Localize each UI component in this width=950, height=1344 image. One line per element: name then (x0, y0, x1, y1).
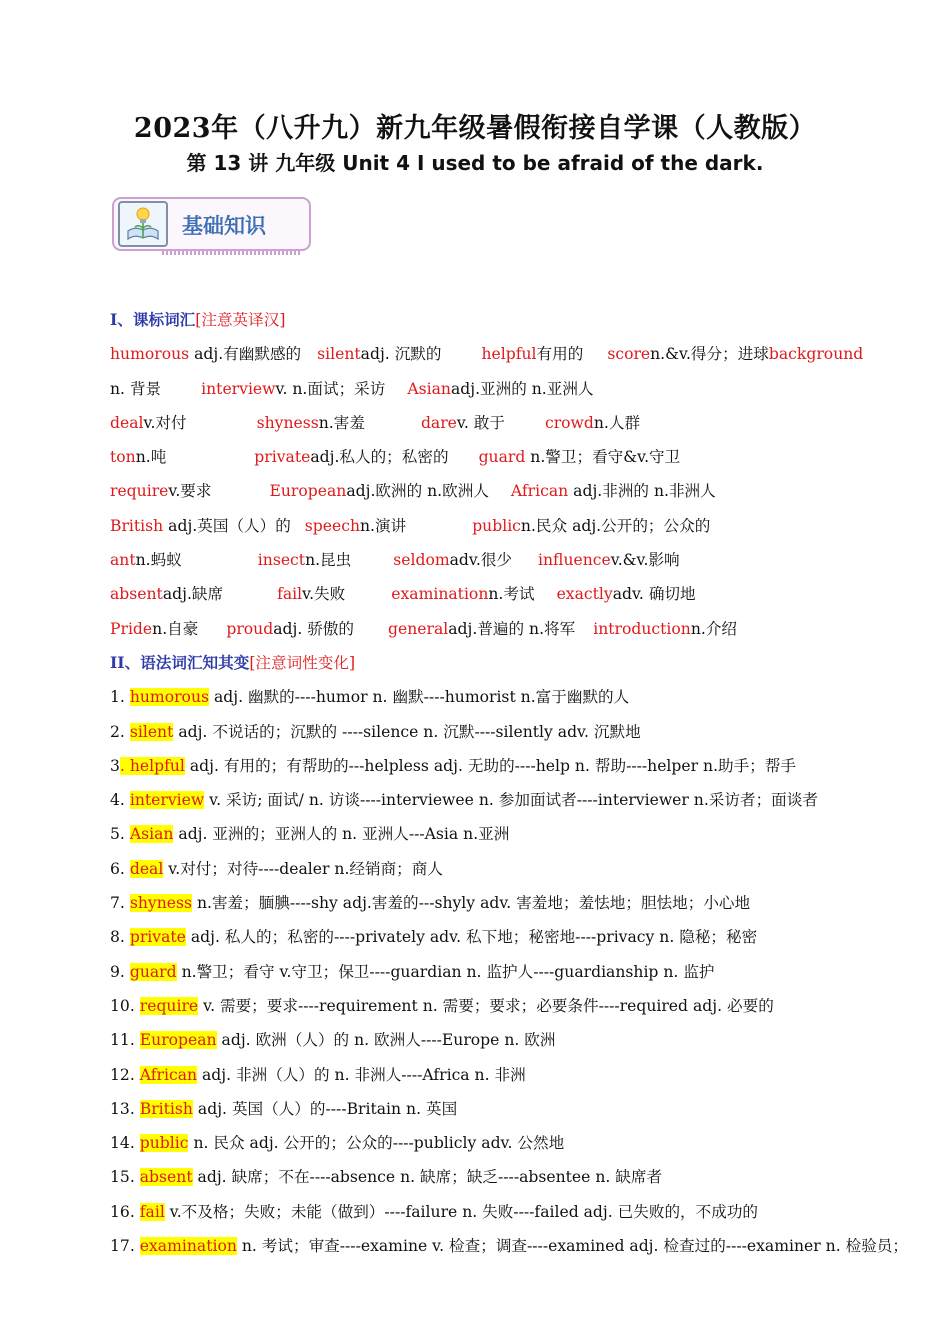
vocab-word: guard (478, 448, 526, 467)
section-2-note: [注意词性变化] (249, 653, 356, 672)
item-text: v. 采访; 面试/ n. 访谈----interviewee n. 参加面试者----interviewer n.采访者；面谈者 (204, 791, 818, 810)
document-title: 2023年（八升九）新九年级暑假衔接自学课（人教版） (133, 113, 817, 144)
highlighted-word: interview (129, 791, 205, 810)
vocab-word: ton (110, 448, 136, 467)
highlighted-word: private (129, 928, 186, 947)
vocab-def: n.吨 (135, 448, 167, 467)
vocab-def: n.人群 (593, 413, 641, 432)
item-text: n.警卫；看守 v.守卫；保卫----guardian n. 监护人----guardianship n. 监护 (176, 962, 715, 981)
vocab-word: helpful (481, 345, 537, 364)
vocab-word: shyness (256, 413, 319, 432)
item-number: 11. (110, 1031, 140, 1050)
item-number: 6. (110, 859, 130, 878)
section-1-heading-row (110, 306, 910, 340)
vocab-line (110, 546, 910, 580)
vocab-word: influence (538, 551, 611, 570)
highlighted-word: humorous (129, 688, 209, 707)
vocab-def: v.要求 (168, 482, 212, 501)
section-1-note: [注意英译汉] (195, 311, 286, 329)
item-text: adj. 私人的；私密的----privately adv. 私下地；秘密地----privacy n. 隐秘；秘密 (185, 928, 758, 947)
vocab-word: examination (391, 585, 489, 604)
vocab-def: n.蚂蚁 (135, 551, 182, 570)
vocab-word: score (607, 345, 651, 364)
vocab-def: n.警卫；看守&v.守卫 (525, 448, 681, 467)
word-family-item (110, 683, 910, 717)
item-text: adj. 英国（人）的----Britain n. 英国 (192, 1099, 458, 1118)
vocab-word: absent (110, 585, 163, 604)
vocab-def: n.民众 adj.公开的；公众的 (520, 516, 711, 535)
vocab-line (110, 477, 910, 511)
item-number: 16. (110, 1202, 140, 1221)
highlighted-word: public (139, 1134, 189, 1153)
highlighted-word: deal (129, 859, 164, 878)
vocab-def: adj.缺席 (162, 585, 224, 604)
vocab-line (110, 615, 910, 649)
vocab-word: crowd (544, 413, 594, 432)
lesson-subtitle: 第 13 讲 九年级 Unit 4 I used to be afraid of the dark. (186, 151, 764, 175)
vocab-def: adj.欧洲的 n.欧洲人 (346, 482, 489, 501)
vocab-word: introduction (593, 619, 691, 638)
highlighted-word: British (139, 1099, 193, 1118)
item-text: adj. 亚洲的；亚洲人的 n. 亚洲人---Asia n.亚洲 (173, 825, 510, 844)
highlighted-word: guard (129, 962, 177, 981)
vocab-word: British (110, 516, 164, 535)
section-2-heading: II、语法词汇知其变 (110, 652, 250, 672)
vocab-def: n.自豪 (152, 619, 199, 638)
item-number: 1. (110, 688, 130, 707)
vocab-def: n.介绍 (690, 619, 738, 638)
word-family-item (110, 752, 910, 786)
vocab-def: adj.有幽默感的 (189, 345, 302, 364)
item-text: adj. 缺席；不在----absence n. 缺席；缺乏----absentee n. 缺席者 (192, 1168, 663, 1187)
item-text: adj. 非洲（人）的 n. 非洲人----Africa n. 非洲 (197, 1065, 526, 1084)
vocab-def: 有用的 (536, 345, 584, 364)
word-family-item (110, 855, 910, 889)
vocab-word: exactly (556, 585, 613, 604)
vocab-word: speech (304, 516, 361, 535)
item-text: adj. 有用的；有帮助的---helpless adj. 无助的----help n. 帮助----helper n.助手；帮手 (184, 756, 797, 775)
vocab-line (110, 443, 910, 477)
word-family-item (110, 1232, 910, 1266)
highlighted-word: European (139, 1031, 217, 1050)
vocab-def: n.考试 (488, 585, 535, 604)
vocab-def: adv. 确切地 (612, 585, 696, 604)
item-number: 2. (110, 722, 130, 741)
item-number: 7. (110, 894, 130, 913)
vocab-word: general (388, 619, 449, 638)
item-text: n. 考试；审查----examine v. 检查；调查----examined adj. 检查过的----examiner n. 检验员； (236, 1237, 908, 1256)
vocab-def: adj.私人的；私密的 (310, 448, 449, 467)
highlighted-word: African (139, 1065, 198, 1084)
vocab-word: background (768, 345, 864, 364)
item-number: 13. (110, 1099, 140, 1118)
vocab-def: v.&v.影响 (610, 551, 680, 570)
word-family-item (110, 958, 910, 992)
vocab-line (110, 512, 910, 546)
word-family-item (110, 923, 910, 957)
vocab-def: adj.英国（人）的 (163, 516, 291, 535)
item-text: adj. 不说话的；沉默的 ----silence n. 沉默----silently adv. 沉默地 (173, 722, 641, 741)
vocab-word: deal (110, 413, 144, 432)
vocab-word: require (110, 482, 169, 501)
vocab-def: v.失败 (302, 585, 346, 604)
highlighted-word: fail (139, 1202, 165, 1221)
vocab-word: fail (277, 585, 303, 604)
vocab-def: adv.很少 (449, 551, 513, 570)
vocab-word: Pride (110, 619, 153, 638)
word-family-item (110, 1095, 910, 1129)
section-badge (108, 195, 313, 260)
item-text: n.害羞；腼腆----shy adj.害羞的---shyly adv. 害羞地；羞怯地；胆怯地；小心地 (191, 894, 751, 913)
item-text: v.对付；对待----dealer n.经销商；商人 (163, 859, 443, 878)
section-1-heading: I、课标词汇 (110, 310, 196, 329)
vocab-def: adj. 骄傲的 (273, 619, 355, 638)
vocab-word: interview (201, 379, 276, 398)
highlighted-word: silent (129, 722, 174, 741)
book-lightbulb-icon (118, 201, 168, 247)
badge-underline (162, 251, 302, 255)
item-number: 8. (110, 928, 130, 947)
item-text: n. 民众 adj. 公开的；公众的----publicly adv. 公然地 (188, 1134, 565, 1153)
item-text: v. 需要；要求----requirement n. 需要；要求；必要条件----required adj. 必要的 (198, 996, 774, 1015)
vocab-def: n.&v.得分；进球 (650, 345, 769, 364)
vocab-word: seldom (393, 551, 450, 570)
vocab-word: proud (226, 619, 274, 638)
item-number: 5. (110, 825, 130, 844)
vocab-word: European (269, 482, 347, 501)
item-number: 15. (110, 1168, 140, 1187)
item-text: v.不及格；失败；未能（做到）----failure n. 失败----failed adj. 已失败的，不成功的 (164, 1202, 759, 1221)
item-number: 9. (110, 962, 130, 981)
vocab-word: silent (317, 345, 361, 364)
vocab-word: humorous (110, 345, 190, 364)
word-family-item (110, 1198, 910, 1232)
vocab-def: adj. 沉默的 (360, 345, 442, 364)
vocab-def: n.害羞 (318, 413, 365, 432)
vocab-def: n. 背景 (110, 379, 162, 398)
vocab-word: Asian (407, 379, 451, 398)
item-text: adj. 幽默的----humor n. 幽默----humorist n.富于幽默的人 (209, 688, 630, 707)
vocab-word: private (254, 448, 311, 467)
vocab-word: public (472, 516, 521, 535)
vocab-def: adj.非洲的 n.非洲人 (568, 482, 716, 501)
word-family-item (110, 1061, 910, 1095)
vocab-line (110, 340, 910, 374)
word-family-item (110, 1163, 910, 1197)
vocab-word: insect (257, 551, 306, 570)
item-number: 10. (110, 996, 140, 1015)
highlighted-word: . helpful (119, 756, 185, 775)
vocab-def: n.演讲 (360, 516, 407, 535)
word-family-item (110, 1129, 910, 1163)
word-family-item (110, 1026, 910, 1060)
item-number: 4. (110, 791, 130, 810)
item-number: 17. (110, 1237, 140, 1256)
badge-label: 基础知识 (182, 214, 266, 238)
vocab-word: dare (420, 413, 457, 432)
word-family-item (110, 820, 910, 854)
word-family-item (110, 786, 910, 820)
highlighted-word: examination (139, 1237, 237, 1256)
vocab-def: v. n.面试；采访 (275, 379, 386, 398)
vocab-word: ant (110, 551, 136, 570)
highlighted-word: absent (139, 1168, 193, 1187)
vocab-word: African (510, 482, 569, 501)
vocab-line (110, 580, 910, 614)
vocab-def: adj.普遍的 n.将军 (448, 619, 576, 638)
item-number: 3 (110, 756, 120, 775)
highlighted-word: Asian (129, 825, 174, 844)
vocab-def: v.对付 (143, 413, 187, 432)
content-body (110, 306, 910, 1266)
highlighted-word: require (139, 996, 199, 1015)
word-family-item (110, 718, 910, 752)
vocab-def: adj.亚洲的 n.亚洲人 (450, 379, 594, 398)
item-number: 12. (110, 1065, 140, 1084)
section-2-heading-row (110, 649, 910, 683)
highlighted-word: shyness (129, 894, 192, 913)
vocab-def: v. 敢于 (456, 413, 505, 432)
vocab-line (110, 409, 910, 443)
item-text: adj. 欧洲（人）的 n. 欧洲人----Europe n. 欧洲 (216, 1031, 556, 1050)
word-family-item (110, 992, 910, 1026)
vocab-line (110, 375, 910, 409)
item-number: 14. (110, 1134, 140, 1153)
word-family-item (110, 889, 910, 923)
vocab-def: n.昆虫 (305, 551, 352, 570)
